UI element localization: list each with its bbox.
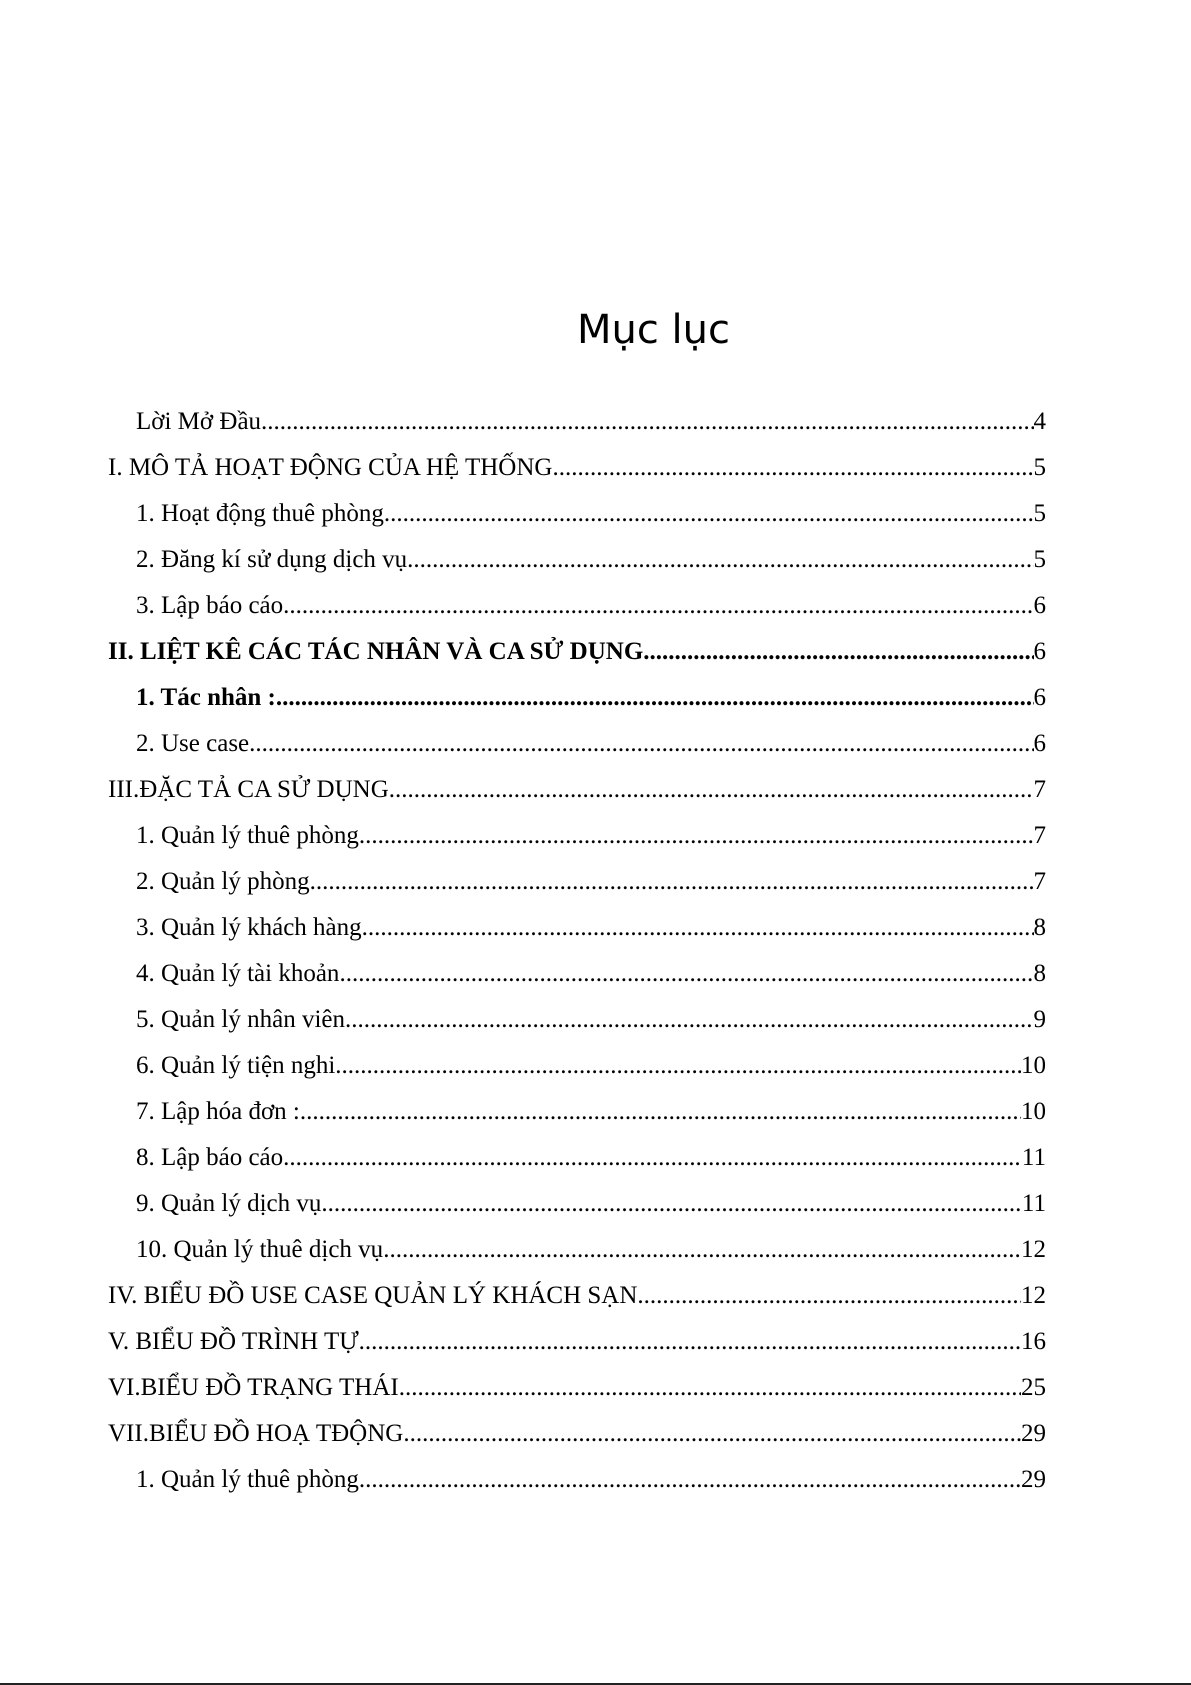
toc-page-number: 8 bbox=[1033, 914, 1046, 941]
toc-entry[interactable] bbox=[136, 899, 1046, 945]
toc-page-number: 29 bbox=[1021, 1466, 1046, 1493]
toc-dot-leader bbox=[310, 865, 1034, 899]
toc-entry[interactable] bbox=[108, 1359, 1046, 1405]
toc-page-number: 6 bbox=[1033, 684, 1046, 711]
toc-page-number: 6 bbox=[1033, 638, 1046, 665]
toc-dot-leader bbox=[362, 911, 1034, 945]
toc-page-number: 16 bbox=[1021, 1328, 1046, 1355]
toc-entry[interactable] bbox=[136, 485, 1046, 531]
toc-dot-leader bbox=[339, 957, 1033, 991]
toc-entry-title: 9. Quản lý dịch vụ bbox=[136, 1190, 322, 1217]
toc-dot-leader bbox=[300, 1095, 1021, 1129]
toc-entry-title: I. MÔ TẢ HOẠT ĐỘNG CỦA HỆ THỐNG bbox=[108, 454, 553, 481]
toc-entry[interactable] bbox=[136, 853, 1046, 899]
toc-dot-leader bbox=[383, 1233, 1021, 1267]
toc-entry-title: V. BIỂU ĐỒ TRÌNH TỰ bbox=[108, 1328, 359, 1355]
toc-page-number: 12 bbox=[1021, 1282, 1046, 1309]
toc-entry[interactable] bbox=[136, 531, 1046, 577]
toc-dot-leader bbox=[650, 635, 1034, 669]
toc-entry-title: 1. Tác nhân : bbox=[136, 684, 276, 711]
toc-dot-leader bbox=[359, 1325, 1021, 1359]
page-title: Mục lục bbox=[576, 307, 731, 353]
toc-entry[interactable] bbox=[108, 623, 1046, 669]
toc-entry-title: 7. Lập hóa đơn : bbox=[136, 1098, 300, 1125]
toc-entry[interactable] bbox=[136, 577, 1046, 623]
toc-entry[interactable] bbox=[136, 1083, 1046, 1129]
toc-entry[interactable] bbox=[136, 991, 1046, 1037]
toc-page-number: 6 bbox=[1033, 592, 1046, 619]
toc-page-number: 9 bbox=[1033, 1006, 1046, 1033]
toc-page-number: 10 bbox=[1021, 1098, 1046, 1125]
toc-page-number: 7 bbox=[1033, 868, 1046, 895]
toc-dot-leader bbox=[403, 1417, 1021, 1451]
toc-entry-title: 3. Quản lý khách hàng bbox=[136, 914, 362, 941]
toc-entry-title: 6. Quản lý tiện nghi bbox=[136, 1052, 336, 1079]
toc-entry[interactable] bbox=[136, 715, 1046, 761]
toc-entry-title: 1. Quản lý thuê phòng bbox=[136, 1466, 359, 1493]
toc-dot-leader bbox=[321, 1187, 1022, 1221]
toc-dot-leader bbox=[335, 1049, 1021, 1083]
toc-entry-title: VII.BIỂU ĐỒ HOẠ TĐỘNG bbox=[108, 1420, 404, 1447]
toc-entry-title: 2. Đăng kí sử dụng dịch vụ bbox=[136, 546, 408, 573]
toc-page-number: 11 bbox=[1021, 1190, 1046, 1217]
toc-dot-leader bbox=[261, 405, 1033, 439]
toc-entry-title: VI.BIỂU ĐỒ TRẠNG THÁI bbox=[108, 1374, 399, 1401]
toc-entry-title: 1. Hoạt động thuê phòng bbox=[136, 500, 384, 527]
toc-dot-leader bbox=[345, 1003, 1034, 1037]
toc-dot-leader bbox=[384, 497, 1034, 531]
toc-entry[interactable] bbox=[108, 1313, 1046, 1359]
toc-entry[interactable] bbox=[136, 1451, 1046, 1497]
toc-page-number: 12 bbox=[1021, 1236, 1046, 1263]
toc-entry-title: 2. Use case bbox=[136, 730, 250, 757]
toc-page-number: 25 bbox=[1021, 1374, 1046, 1401]
toc-page-number: 8 bbox=[1033, 960, 1046, 987]
toc-entry[interactable] bbox=[108, 439, 1046, 485]
toc-page-number: 4 bbox=[1033, 408, 1046, 435]
toc-page-number: 5 bbox=[1033, 546, 1046, 573]
toc-entry-title: 2. Quản lý phòng bbox=[136, 868, 310, 895]
toc-entry[interactable] bbox=[136, 1037, 1046, 1083]
toc-entry[interactable] bbox=[108, 761, 1046, 807]
toc-entry-title: 1. Quản lý thuê phòng bbox=[136, 822, 359, 849]
toc-entry-title: IV. BIỂU ĐỒ USE CASE QUẢN LÝ KHÁCH SẠN bbox=[108, 1282, 638, 1309]
toc-entry-title: 8. Lập báo cáo bbox=[136, 1144, 284, 1171]
toc-dot-leader bbox=[552, 451, 1033, 485]
toc-entry[interactable] bbox=[136, 807, 1046, 853]
toc-entry-title: II. LIỆT KÊ CÁC TÁC NHÂN VÀ CA SỬ DỤNG. bbox=[108, 638, 650, 665]
toc-entry[interactable] bbox=[136, 1129, 1046, 1175]
toc-entry[interactable] bbox=[136, 393, 1046, 439]
toc-entry-title: Lời Mở Đầu bbox=[136, 408, 262, 435]
toc-entry[interactable] bbox=[136, 1221, 1046, 1267]
toc-dot-leader bbox=[637, 1279, 1021, 1313]
toc-dot-leader bbox=[359, 1463, 1021, 1497]
toc-dot-leader bbox=[399, 1371, 1021, 1405]
toc-entry-title: 3. Lập báo cáo bbox=[136, 592, 284, 619]
toc-dot-leader bbox=[249, 727, 1033, 761]
toc-entry-title: III.ĐẶC TẢ CA SỬ DỤNG bbox=[108, 776, 389, 803]
toc-dot-leader bbox=[283, 589, 1033, 623]
toc-dot-leader bbox=[283, 1141, 1022, 1175]
toc-entry[interactable] bbox=[136, 945, 1046, 991]
toc-dot-leader bbox=[407, 543, 1033, 577]
toc-entry-title: 5. Quản lý nhân viên bbox=[136, 1006, 345, 1033]
toc-entry[interactable] bbox=[108, 1405, 1046, 1451]
toc-page-number: 29 bbox=[1021, 1420, 1046, 1447]
toc-dot-leader bbox=[389, 773, 1034, 807]
toc-entry-title: 4. Quản lý tài khoản bbox=[136, 960, 340, 987]
toc-entry[interactable] bbox=[136, 1175, 1046, 1221]
toc-page-number: 7 bbox=[1033, 822, 1046, 849]
toc-entry-title: 10. Quản lý thuê dịch vụ bbox=[136, 1236, 384, 1263]
toc-page-number: 7 bbox=[1033, 776, 1046, 803]
toc-dot-leader bbox=[276, 681, 1034, 715]
toc-dot-leader bbox=[359, 819, 1034, 853]
toc-entry[interactable] bbox=[108, 1267, 1046, 1313]
toc-page-number: 5 bbox=[1033, 454, 1046, 481]
toc-page-number: 10 bbox=[1021, 1052, 1046, 1079]
toc-page-number: 6 bbox=[1033, 730, 1046, 757]
toc-page-number: 5 bbox=[1033, 500, 1046, 527]
toc-page-number: 11 bbox=[1021, 1144, 1046, 1171]
toc-entry[interactable] bbox=[136, 669, 1046, 715]
